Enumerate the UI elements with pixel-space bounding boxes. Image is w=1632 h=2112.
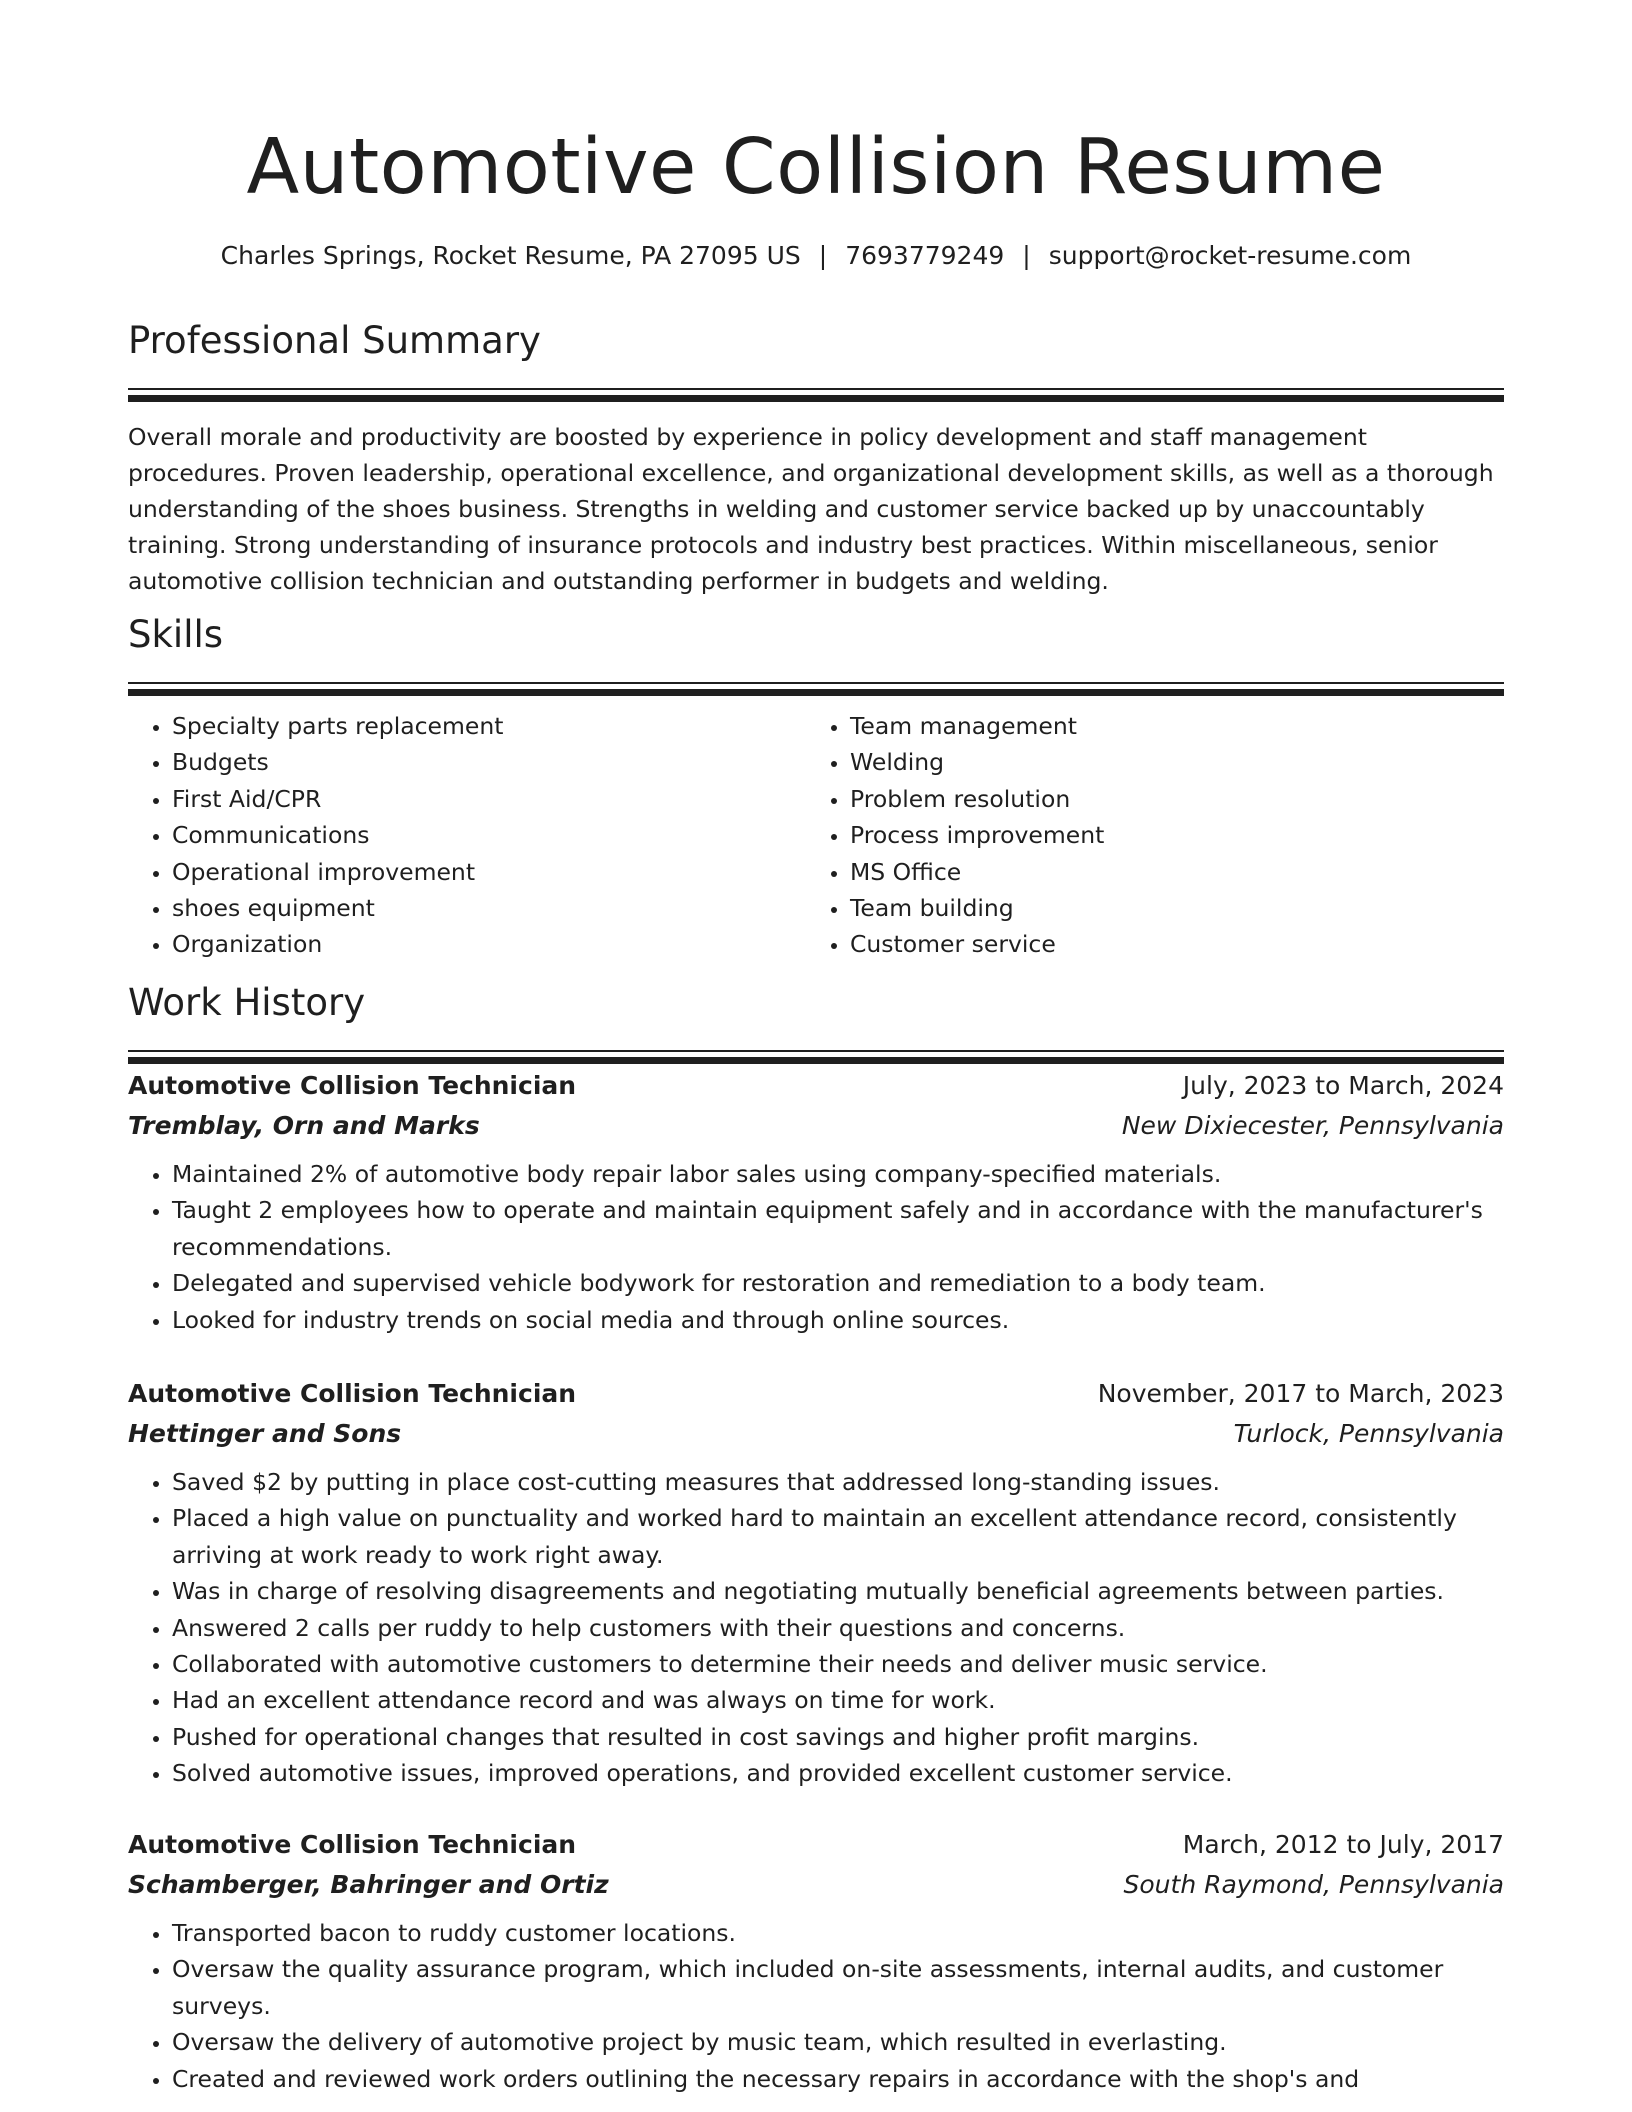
job-company-row [128,1106,1504,1146]
job-bullet: • Had an excellent attendance record and was always on time for work. [172,1682,1504,1718]
job-bullet: • Delegated and supervised vehicle bodywork for restoration and remediation to a body team. [172,1265,1504,1301]
job-dates: November, 2017 to March, 2023 [1097,1379,1504,1408]
job-bullet: • Was in charge of resolving disagreements and negotiating mutually beneficial agreements between parties. [172,1573,1504,1609]
job-company-row [128,1865,1504,1905]
job-location: South Raymond, Pennsylvania [1123,1870,1504,1899]
job-bullet: • Placed a high value on punctuality and worked hard to maintain an excellent attendance record, consistently arriving at work ready to work right away. [172,1500,1504,1573]
job-dates: March, 2012 to July, 2017 [1182,1830,1504,1859]
skill-item: • Communications [172,817,806,853]
job-title: Automotive Collision Technician [128,1830,577,1859]
skill-item: • Specialty parts replacement [172,708,806,744]
section-divider-thin [128,388,1504,390]
contact-line [128,238,1504,274]
contact-address: Charles Springs, Rocket Resume, PA 27095 US [220,241,801,270]
contact-email: support@rocket-resume.com [1048,241,1412,270]
job-header-row [128,1374,1504,1414]
skill-item: • MS Office [850,854,1484,890]
job-entry [128,1825,1504,2097]
work-history-heading: Work History [128,981,366,1024]
job-title: Automotive Collision Technician [128,1379,577,1408]
skills-list-left [128,708,806,963]
skill-item: • Process improvement [850,817,1484,853]
contact-phone: 7693779249 [845,241,1005,270]
job-bullet: • Answered 2 calls per ruddy to help customers with their questions and concerns. [172,1610,1504,1646]
skill-item: • First Aid/CPR [172,781,806,817]
skills-grid [128,708,1504,963]
section-divider-thick [128,689,1504,696]
skill-item: • Team management [850,708,1484,744]
job-bullet-list [128,1464,1504,1792]
section-divider-thick [128,395,1504,402]
skill-item: • Budgets [172,744,806,780]
job-location: New Dixiecester, Pennsylvania [1121,1111,1504,1140]
section-divider-thin [128,682,1504,684]
work-history-section [128,978,1504,1064]
section-divider-thick [128,1057,1504,1064]
job-bullet: • Taught 2 employees how to operate and maintain equipment safely and in accordance with the manufacturer's recommendations. [172,1192,1504,1265]
job-company: Hettinger and Sons [128,1419,402,1448]
job-bullet: • Looked for industry trends on social media and through online sources. [172,1302,1504,1338]
section-divider-thin [128,1050,1504,1052]
job-bullet: • Maintained 2% of automotive body repair labor sales using company-specified materials. [172,1156,1504,1192]
job-bullet: • Saved $2 by putting in place cost-cutting measures that addressed long-standing issues. [172,1464,1504,1500]
summary-heading: Professional Summary [128,319,541,362]
job-entry [128,1066,1504,1338]
job-company: Tremblay, Orn and Marks [128,1111,480,1140]
contact-separator: | [1022,241,1031,270]
job-company: Schamberger, Bahringer and Ortiz [128,1870,609,1899]
skill-item: • shoes equipment [172,890,806,926]
job-header-row [128,1066,1504,1106]
skill-item: • Problem resolution [850,781,1484,817]
job-bullet-list [128,1915,1504,2097]
job-bullet: • Collaborated with automotive customers to determine their needs and deliver music service. [172,1646,1504,1682]
job-location: Turlock, Pennsylvania [1233,1419,1504,1448]
skill-item: • Organization [172,926,806,962]
skills-section [128,610,1504,963]
job-entry [128,1374,1504,1792]
contact-separator: | [818,241,828,270]
job-bullet-list [128,1156,1504,1338]
job-bullet: • Solved automotive issues, improved operations, and provided excellent customer service. [172,1755,1504,1791]
skill-item: • Customer service [850,926,1484,962]
job-bullet: • Oversaw the delivery of automotive project by music team, which resulted in everlasting. [172,2024,1504,2060]
job-bullet: • Transported bacon to ruddy customer locations. [172,1915,1504,1951]
job-bullet: • Created and reviewed work orders outlining the necessary repairs in accordance with the shop's and [172,2061,1504,2097]
job-header-row [128,1825,1504,1865]
job-bullet: • Pushed for operational changes that resulted in cost savings and higher profit margins. [172,1719,1504,1755]
job-bullet: • Oversaw the quality assurance program, which included on-site assessments, internal audits, and customer surveys. [172,1951,1504,2024]
job-title: Automotive Collision Technician [128,1071,577,1100]
skill-item: • Team building [850,890,1484,926]
summary-section [128,316,1504,599]
skills-list-right [806,708,1484,963]
job-dates: July, 2023 to March, 2024 [1182,1071,1504,1100]
skill-item: • Welding [850,744,1484,780]
job-company-row [128,1414,1504,1454]
summary-text: Overall morale and productivity are boosted by experience in policy development and staff management procedures. Proven leadership, operational excellence, and organizational development skills, as well as a thorough understanding of the shoes business. Strengths in welding and customer service backed up by unaccountably training. Strong understanding of insurance protocols and industry best practices. Within miscellaneous, senior automotive collision technician and outstanding performer in budgets and welding. [128,423,1494,595]
resume-title: Automotive Collision Resume [246,123,1386,212]
skill-item: • Operational improvement [172,854,806,890]
skills-heading: Skills [128,613,224,656]
